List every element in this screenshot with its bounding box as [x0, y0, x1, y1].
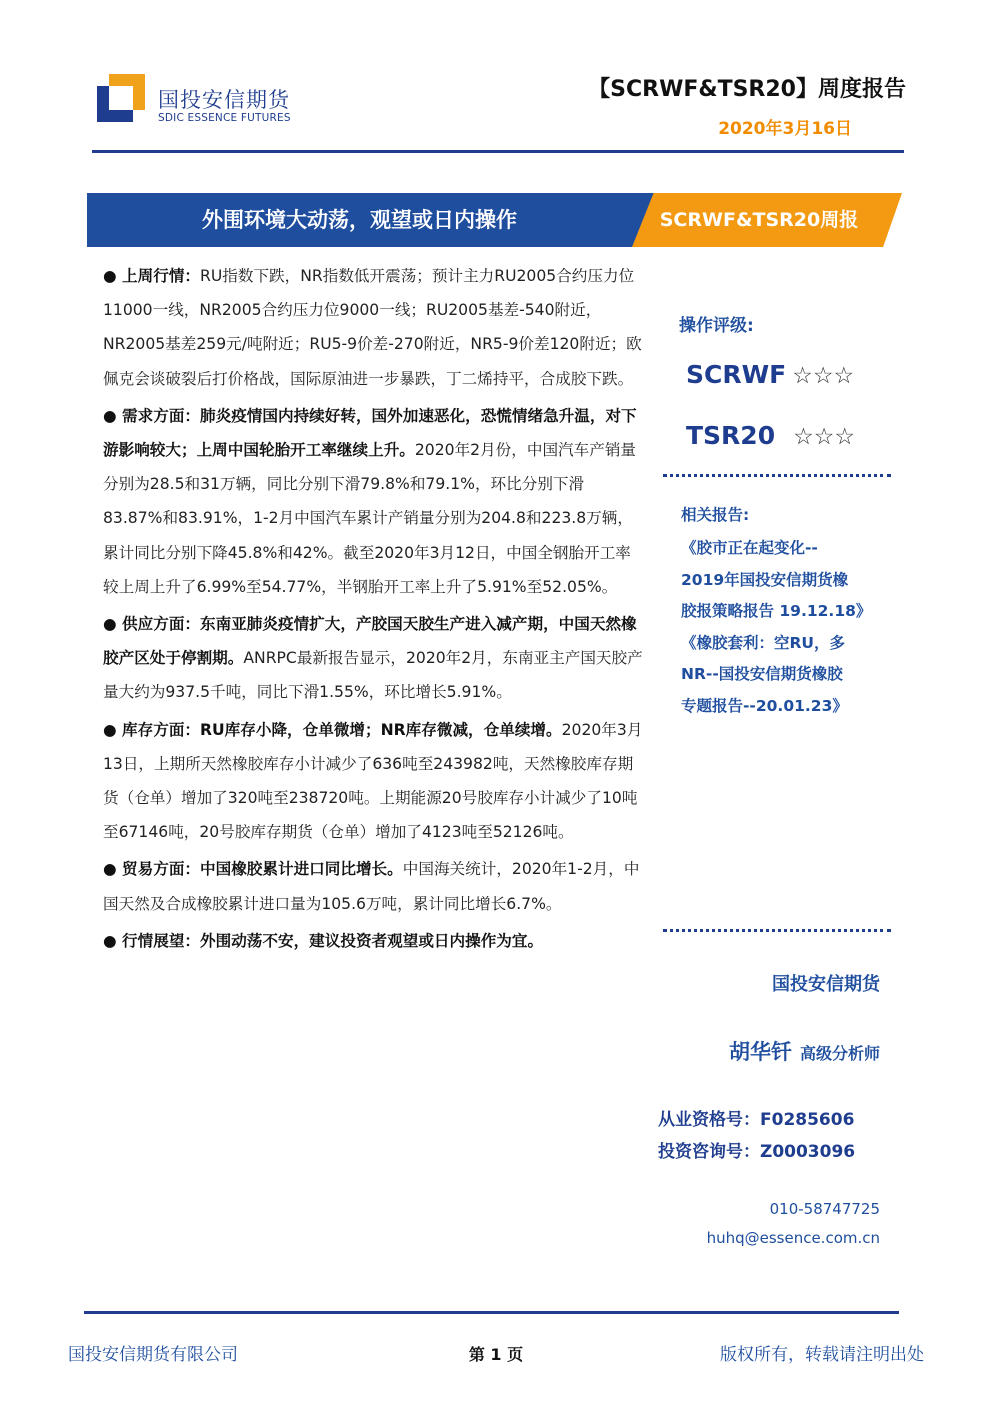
logo-chinese-name: 国投安信期货 — [158, 88, 290, 112]
footer-company: 国投安信期货有限公司 — [68, 1345, 238, 1365]
company-logo-icon — [97, 74, 145, 122]
sidebar-company: 国投安信期货 — [772, 974, 880, 995]
header-divider — [92, 150, 904, 153]
related-report-line: 专题报告--20.01.23》 — [681, 696, 848, 715]
section-heading: ● 贸易方面： — [103, 860, 201, 879]
related-report-line: 2019年国投安信期货橡 — [681, 570, 849, 589]
sidebar-divider — [663, 929, 891, 932]
section-inventory — [103, 713, 643, 850]
section-body: 2020年2月份，中国汽车产销量分别为28.5和31万辆，同比分别下滑79.8%和79.1%，环比分别下滑83.87%和83.91%，1-2月中国汽车累计产销量分别为204.8和223.8万辆，累计同比分别下降45.8%和42%。截至2020年3月12日，中国全钢胎开工率较上周上升了6.99%至54.77%，半钢胎开工率上升了5.91%至52.05%。 — [103, 441, 637, 596]
banner-subtitle: SCRWF&TSR20周报 — [659, 209, 859, 231]
rating-label: 操作评级: — [679, 316, 754, 336]
section-heading: ● 行情展望： — [103, 931, 201, 950]
related-report-line: 《橡胶套利：空RU，多 — [681, 633, 846, 652]
analyst-title: 高级分析师 — [799, 1044, 880, 1063]
section-bold-body: 肺炎疫情国内持续好转，国外加速恶化，恐慌情绪急升温，对下游影响较大；上周中国轮胎开工率继续上升。 — [103, 406, 637, 460]
page-number: 第 1 页 — [468, 1345, 524, 1364]
advisory-number: 投资咨询号：Z0003096 — [658, 1142, 856, 1162]
section-bold-body: 中国橡胶累计进口同比增长。 — [200, 860, 403, 879]
section-bold-body: 东南亚肺炎疫情扩大，产胶国天胶生产进入减产期，中国天然橡胶产区处于停割期。 — [103, 615, 637, 668]
section-bold-body: 外围动荡不安，建议投资者观望或日内操作为宜。 — [200, 931, 544, 950]
rating-tsr20 — [686, 421, 855, 450]
section-body: 2020年3月13日，上期所天然橡胶库存小计减少了636吨至243982吨，天然橡胶库存期货（仓单）增加了320吨至238720吨。上期能源20号胶库存小计减少了10吨至67146吨，20号胶库存期货（仓单）增加了4123吨至52126吨。 — [103, 720, 643, 842]
section-market — [103, 259, 643, 396]
analyst-phone: 010-58747725 — [769, 1200, 880, 1218]
banner-title: 外围环境大动荡，观望或日内操作 — [202, 208, 517, 232]
section-supply — [103, 607, 643, 710]
logo-english-name: SDIC ESSENCE FUTURES — [158, 112, 291, 124]
analyst-name: 胡华钎 — [728, 1040, 792, 1064]
rating-name: TSR20 — [686, 421, 776, 450]
qualification-number: 从业资格号：F0285606 — [658, 1110, 855, 1130]
report-type-title: 【SCRWF&TSR20】周度报告 — [588, 77, 906, 102]
footer-copyright: 版权所有，转载请注明出处 — [720, 1345, 924, 1365]
section-outlook — [103, 924, 643, 958]
analyst-info — [729, 1036, 880, 1066]
sidebar-divider — [663, 474, 891, 477]
related-report-line: 《胶市正在起变化-- — [681, 539, 818, 557]
section-heading: ● 库存方面： — [103, 720, 201, 739]
report-date: 2020年3月16日 — [718, 119, 852, 139]
section-heading: ● 供应方面： — [103, 615, 201, 634]
rating-scrwf — [686, 360, 854, 389]
section-body: RU指数下跌，NR指数低开震荡；预计主力RU2005合约压力位11000一线，NR2005合约压力位9000一线；RU2005基差-540附近，NR2005基差259元/吨附近；RU5-9价差-270附近，NR5-9价差120附近；欧佩克会谈破裂后打价格战，国际原油进一步暴跌，丁二烯持平，合成胶下跌。 — [103, 267, 642, 388]
related-reports-label: 相关报告: — [681, 506, 750, 524]
related-reports-list — [681, 533, 901, 722]
report-body — [103, 259, 643, 961]
star-rating-icon: ☆☆☆ — [793, 424, 855, 450]
section-heading: ● 需求方面： — [103, 406, 201, 425]
section-trade — [103, 852, 643, 920]
rating-name: SCRWF — [686, 360, 787, 389]
analyst-email[interactable]: huhq@essence.com.cn — [706, 1229, 880, 1247]
star-rating-icon: ☆☆☆ — [792, 363, 855, 389]
related-report-line: NR--国投安信期货橡胶 — [681, 665, 843, 683]
section-heading: ● 上周行情： — [103, 267, 201, 285]
related-report-line: 胶报策略报告 19.12.18》 — [681, 602, 872, 620]
footer-divider — [84, 1311, 899, 1314]
section-body: 中国海关统计，2020年1-2月，中国天然及合成橡胶累计进口量为105.6万吨，累计同比增长6.7%。 — [103, 860, 640, 913]
section-body: ANRPC最新报告显示，2020年2月，东南亚主产国天胶产量大约为937.5千吨，同比下滑1.55%，环比增长5.91%。 — [103, 649, 643, 702]
section-bold-body: RU库存小降，仓单微增；NR库存微减，仓单续增。 — [200, 720, 562, 739]
section-demand — [103, 399, 643, 604]
